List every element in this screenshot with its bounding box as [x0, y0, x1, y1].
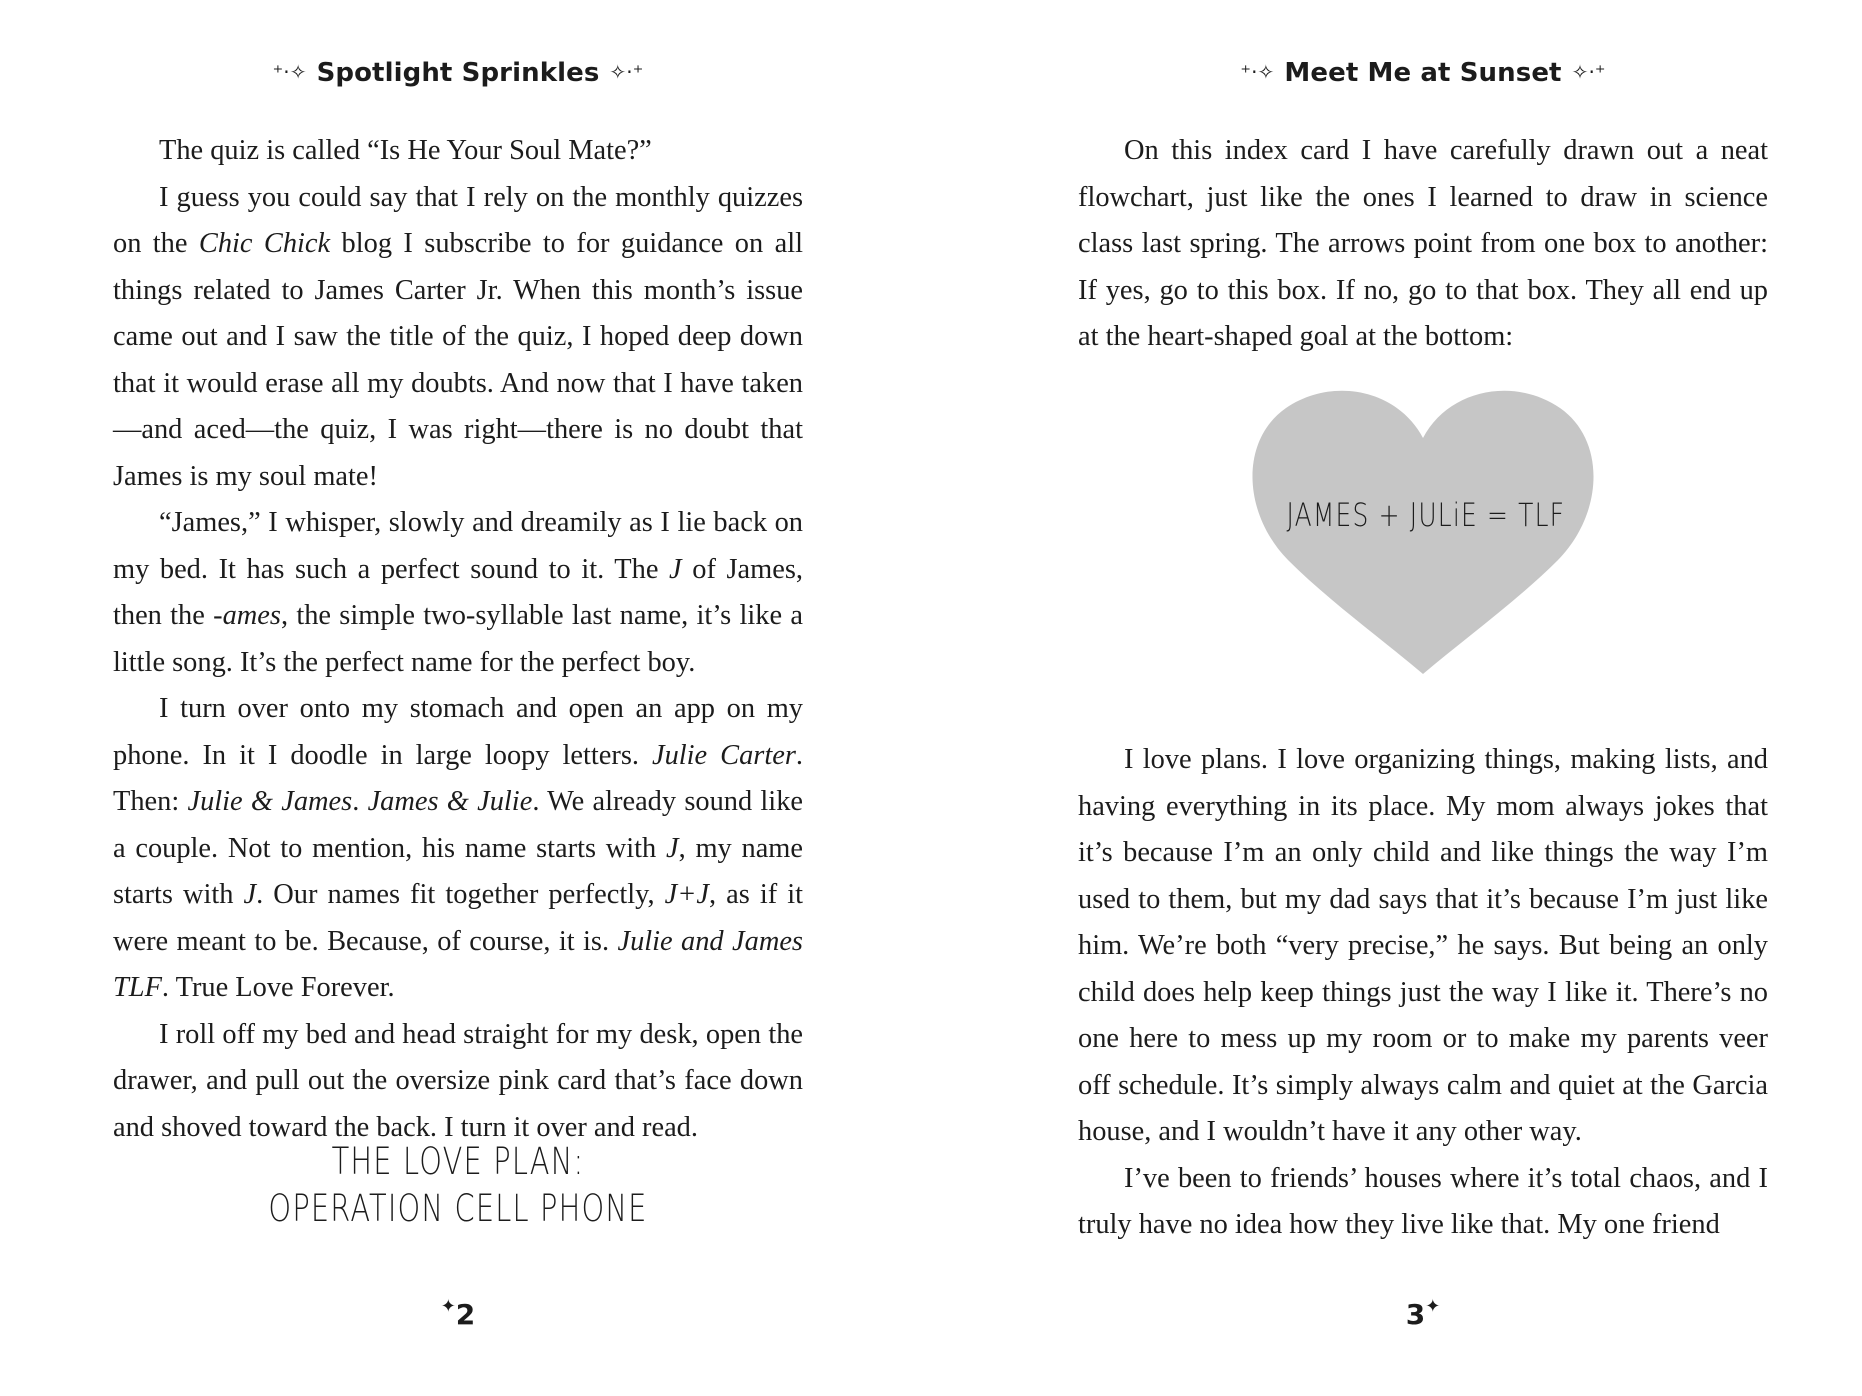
text-run: , my name starts with	[113, 832, 803, 910]
italic-text-run: Julie Carter	[651, 739, 796, 771]
text-run: blog I subscribe to for guidance on all things related to James Carter Jr. When this month’s issue came out and I saw the title of the quiz, I hoped deep down that it would erase all my doubts. And now that I have taken—and aced—the quiz, I was right—there is no doubt that James is my soul mate!	[113, 228, 803, 492]
text-run: . We already sound like a couple. Not to mention, his name starts with	[113, 786, 803, 864]
text-run: The quiz is called “Is He Your Soul Mate?”	[159, 135, 652, 166]
left-body-text	[113, 128, 803, 1151]
right-page-number	[1078, 1298, 1768, 1331]
text-run: . Then:	[113, 739, 803, 817]
paragraph	[113, 128, 803, 175]
text-run: I roll off my bed and head straight for my desk, open the drawer, and pull out the oversize pink card that’s face down and shoved toward the back. I turn it over and read.	[113, 1018, 803, 1143]
sparkle-icon: ⁺·✧	[1240, 60, 1275, 84]
left-running-head	[113, 58, 803, 88]
paragraph	[113, 500, 803, 686]
left-page	[113, 0, 803, 1396]
text-run: .	[352, 786, 368, 817]
right-body-text-bottom	[1078, 737, 1768, 1249]
italic-text-run: Julie & James	[187, 786, 353, 817]
paragraph	[113, 1012, 803, 1152]
star-icon: ✦	[1425, 1296, 1441, 1317]
text-run: I love plans. I love organizing things, making lists, and having everything in its place. My mom always jokes that it’s because I’m an only child and like things the way I’m used to them, but my dad says that it’s because I’m just like him. We’re both “very precise,” he says. But being an only child does help keep things just the way I like it. There’s no one here to mess up my room or to make my parents veer off schedule. It’s simply always calm and quiet at the Garcia house, and I wouldn’t have it any other way.	[1078, 744, 1768, 1147]
text-run: , the simple two-syllable last name, it’s like a little song. It’s the perfect name for the perfect boy.	[113, 600, 803, 678]
text-run: “James,” I whisper, slowly and dreamily as I lie back on my bed. It has such a perfect sound to it. The	[113, 507, 803, 585]
page-number-value: 3	[1405, 1298, 1426, 1331]
right-running-head	[1078, 58, 1768, 88]
sparkle-icon: ⁺·✧	[272, 60, 307, 84]
right-page	[1078, 0, 1768, 1396]
love-plan-card-title	[189, 1138, 727, 1232]
right-running-head-title: Meet Me at Sunset	[1284, 58, 1562, 88]
text-run: I guess you could say that I rely on the monthly quizzes on the	[113, 181, 803, 259]
left-running-head-title: Spotlight Sprinkles	[316, 58, 600, 88]
text-run: of James, then the	[113, 553, 803, 631]
star-icon: ✦	[440, 1296, 456, 1317]
italic-text-run: Chic Chick	[198, 228, 331, 259]
text-run: . True Love Forever.	[161, 972, 395, 1003]
paragraph	[1078, 737, 1768, 1156]
text-run: On this index card I have carefully drawn out a neat flowchart, just like the ones I learned to draw in science class last spring. The arrows point from one box to another: If yes, go to this box. If no, go to that box. They all end up at the heart-shaped goal at the bottom:	[1078, 135, 1768, 352]
paragraph	[113, 686, 803, 1012]
italic-text-run: J	[666, 832, 679, 864]
page-number-value: 2	[455, 1298, 476, 1331]
heart-illustration	[1248, 378, 1598, 678]
right-body-text-top	[1078, 128, 1768, 361]
italic-text-run: James & Julie	[367, 786, 533, 817]
text-run: . Our names fit together perfectly,	[256, 879, 665, 910]
italic-text-run: J+J	[664, 879, 709, 910]
italic-text-run: -ames	[213, 600, 281, 631]
paragraph	[1078, 128, 1768, 361]
love-plan-title-line: THE LOVE PLAN:	[331, 1140, 585, 1183]
heart-label: JAMES + JULiE = TLF	[1286, 496, 1566, 534]
left-page-number	[113, 1298, 803, 1331]
text-run: , as if it were meant to be. Because, of course, it is.	[113, 879, 803, 957]
italic-text-run: J	[669, 553, 682, 585]
text-run: I turn over onto my stomach and open an app on my phone. In it I doodle in large loopy letters.	[113, 693, 803, 771]
text-run: I’ve been to friends’ houses where it’s total chaos, and I truly have no idea how they live like that. My one friend	[1078, 1162, 1768, 1240]
paragraph	[113, 175, 803, 501]
italic-text-run: J	[243, 879, 257, 910]
italic-text-run: Julie and James TLF	[113, 925, 803, 1003]
sparkle-icon: ✧·⁺	[1571, 60, 1606, 84]
paragraph	[1078, 1156, 1768, 1249]
love-plan-subtitle-line: OPERATION CELL PHONE	[268, 1187, 648, 1230]
sparkle-icon: ✧·⁺	[609, 60, 644, 84]
